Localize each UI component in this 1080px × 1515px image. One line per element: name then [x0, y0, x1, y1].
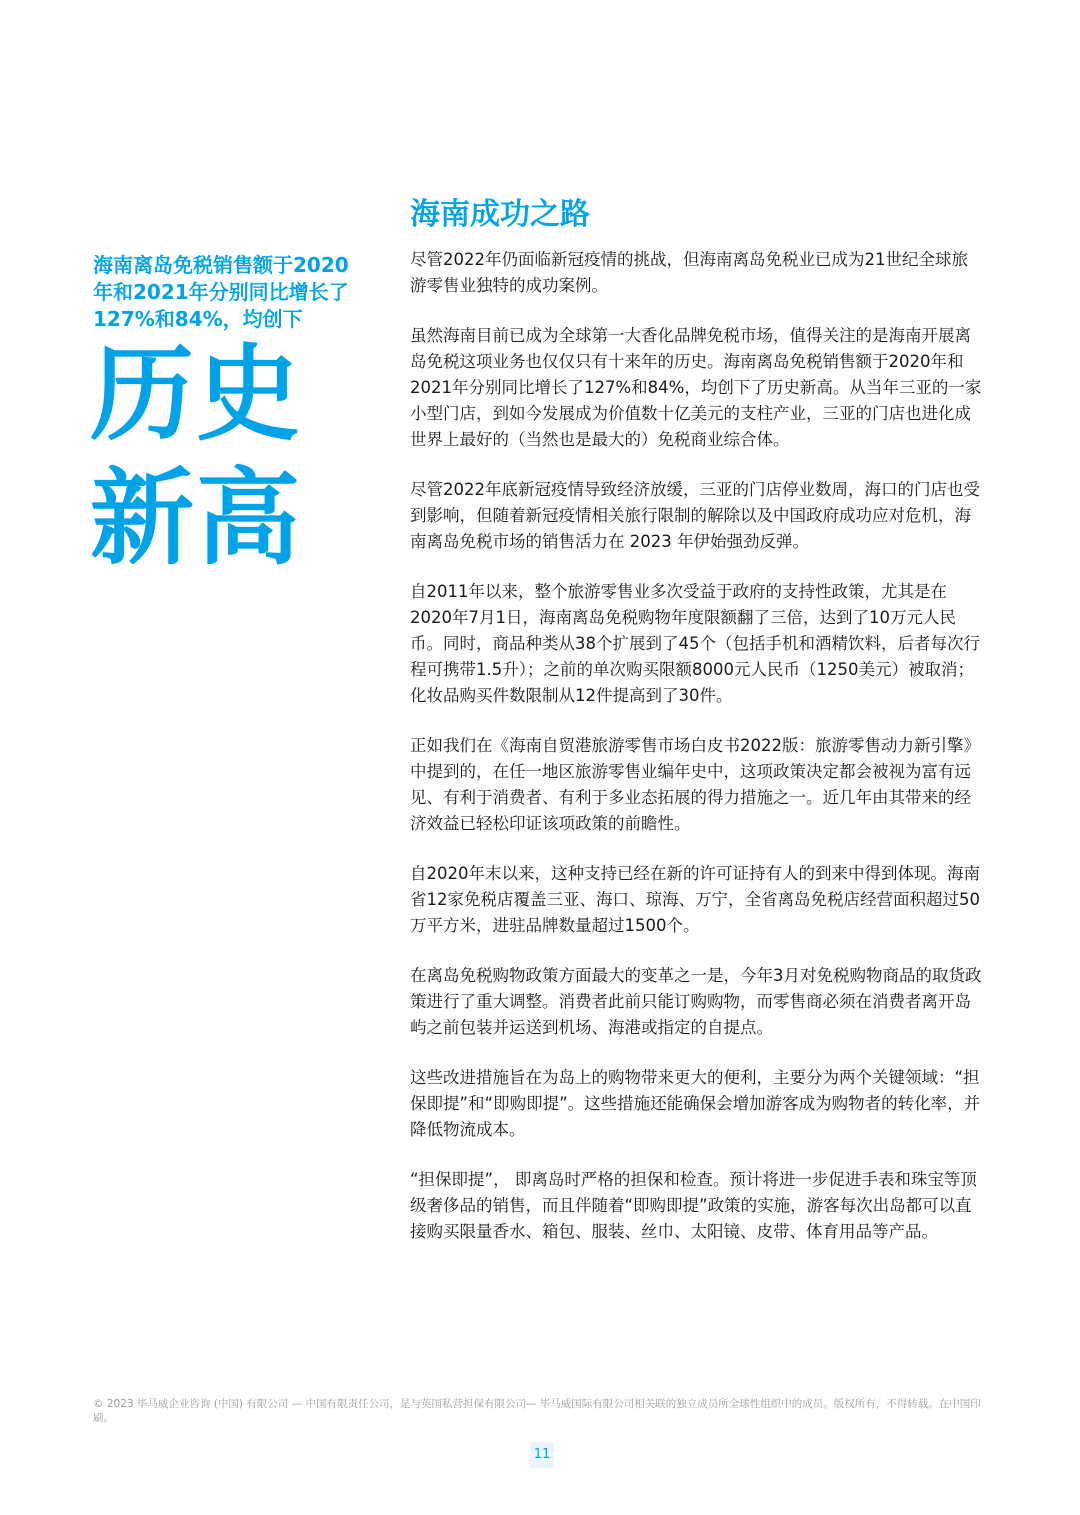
paragraph: 尽管2022年底新冠疫情导致经济放缓，三亚的门店停业数周，海口的门店也受到影响，但随着新冠疫情相关旅行限制的解除以及中国政府成功应对危机，海南离岛免税市场的销售活力在 2023 年伊始强劲反弹。 [410, 480, 980, 551]
paragraph: 在离岛免税购物政策方面最大的变革之一是，今年3月对免税购物商品的取货政策进行了重大调整。消费者此前只能订购购物，而零售商必须在消费者离开岛屿之前包装并运送到机场、海港或指定的自提点。 [410, 966, 982, 1037]
sidebar-intro: 海南离岛免税销售额于2020年和2021年分别同比增长了127%和84%，均创下 [93, 253, 349, 331]
footer-copyright: © 2023 毕马威企业咨询 (中国) 有限公司 — 中国有限责任公司，是与英国私营担保有限公司— 毕马威国际有限公司相关联的独立成员所全球性组织中的成员。版权所有，不得转载。在中国印刷。 [93, 1398, 981, 1424]
page-number: 11 [530, 1442, 554, 1468]
article-body [410, 247, 982, 1269]
paragraph: 虽然海南目前已成为全球第一大香化品牌免税市场，值得关注的是海南开展离岛免税这项业务也仅仅只有十来年的历史。海南离岛免税销售额于2020年和2021年分别同比增长了127%和84%，均创下了历史新高。从当年三亚的一家小型门店，到如今发展成为价值数十亿美元的支柱产业，三亚的门店也进化成世界上最好的（当然也是最大的）免税商业综合体。 [410, 326, 982, 449]
paragraph: 尽管2022年仍面临新冠疫情的挑战，但海南离岛免税业已成为21世纪全球旅游零售业独特的成功案例。 [410, 250, 968, 295]
sidebar-headline-line2: 新高 [90, 457, 303, 579]
paragraph: 这些改进措施旨在为岛上的购物带来更大的便利，主要分为两个关键领域：“担保即提”和“即购即提”。这些措施还能确保会增加游客成为购物者的转化率，并降低物流成本。 [410, 1068, 981, 1139]
section-title: 海南成功之路 [410, 197, 590, 232]
paragraph: “担保即提”， 即离岛时严格的担保和检查。预计将进一步促进手表和珠宝等顶级奢侈品的销售，而且伴随着“即购即提”政策的实施，游客每次出岛都可以直接购买限量香水、箱包、服装、丝巾、太阳镜、皮带、体育用品等产品。 [410, 1170, 977, 1241]
paragraph: 自2011年以来，整个旅游零售业多次受益于政府的支持性政策，尤其是在2020年7月1日，海南离岛免税购物年度限额翻了三倍，达到了10万元人民币。同时，商品种类从38个扩展到了45个（包括手机和酒精饮料，后者每次行程可携带1.5升）；之前的单次购买限额8000元人民币（1250美元）被取消；化妆品购买件数限制从12件提高到了30件。 [410, 582, 980, 705]
sidebar-headline-line1: 历史 [90, 333, 303, 455]
paragraph: 正如我们在《海南自贸港旅游零售市场白皮书2022版：旅游零售动力新引擎》中提到的，在任一地区旅游零售业编年史中，这项政策决定都会被视为富有远见、有利于消费者、有利于多业态拓展的得力措施之一。近几年由其带来的经济效益已轻松印证该项政策的前瞻性。 [410, 736, 980, 833]
paragraph: 自2020年末以来，这种支持已经在新的许可证持有人的到来中得到体现。海南省12家免税店覆盖三亚、海口、琼海、万宁，全省离岛免税店经营面积超过50万平方米，进驻品牌数量超过1500个。 [410, 864, 980, 935]
sidebar-headline [90, 332, 330, 580]
